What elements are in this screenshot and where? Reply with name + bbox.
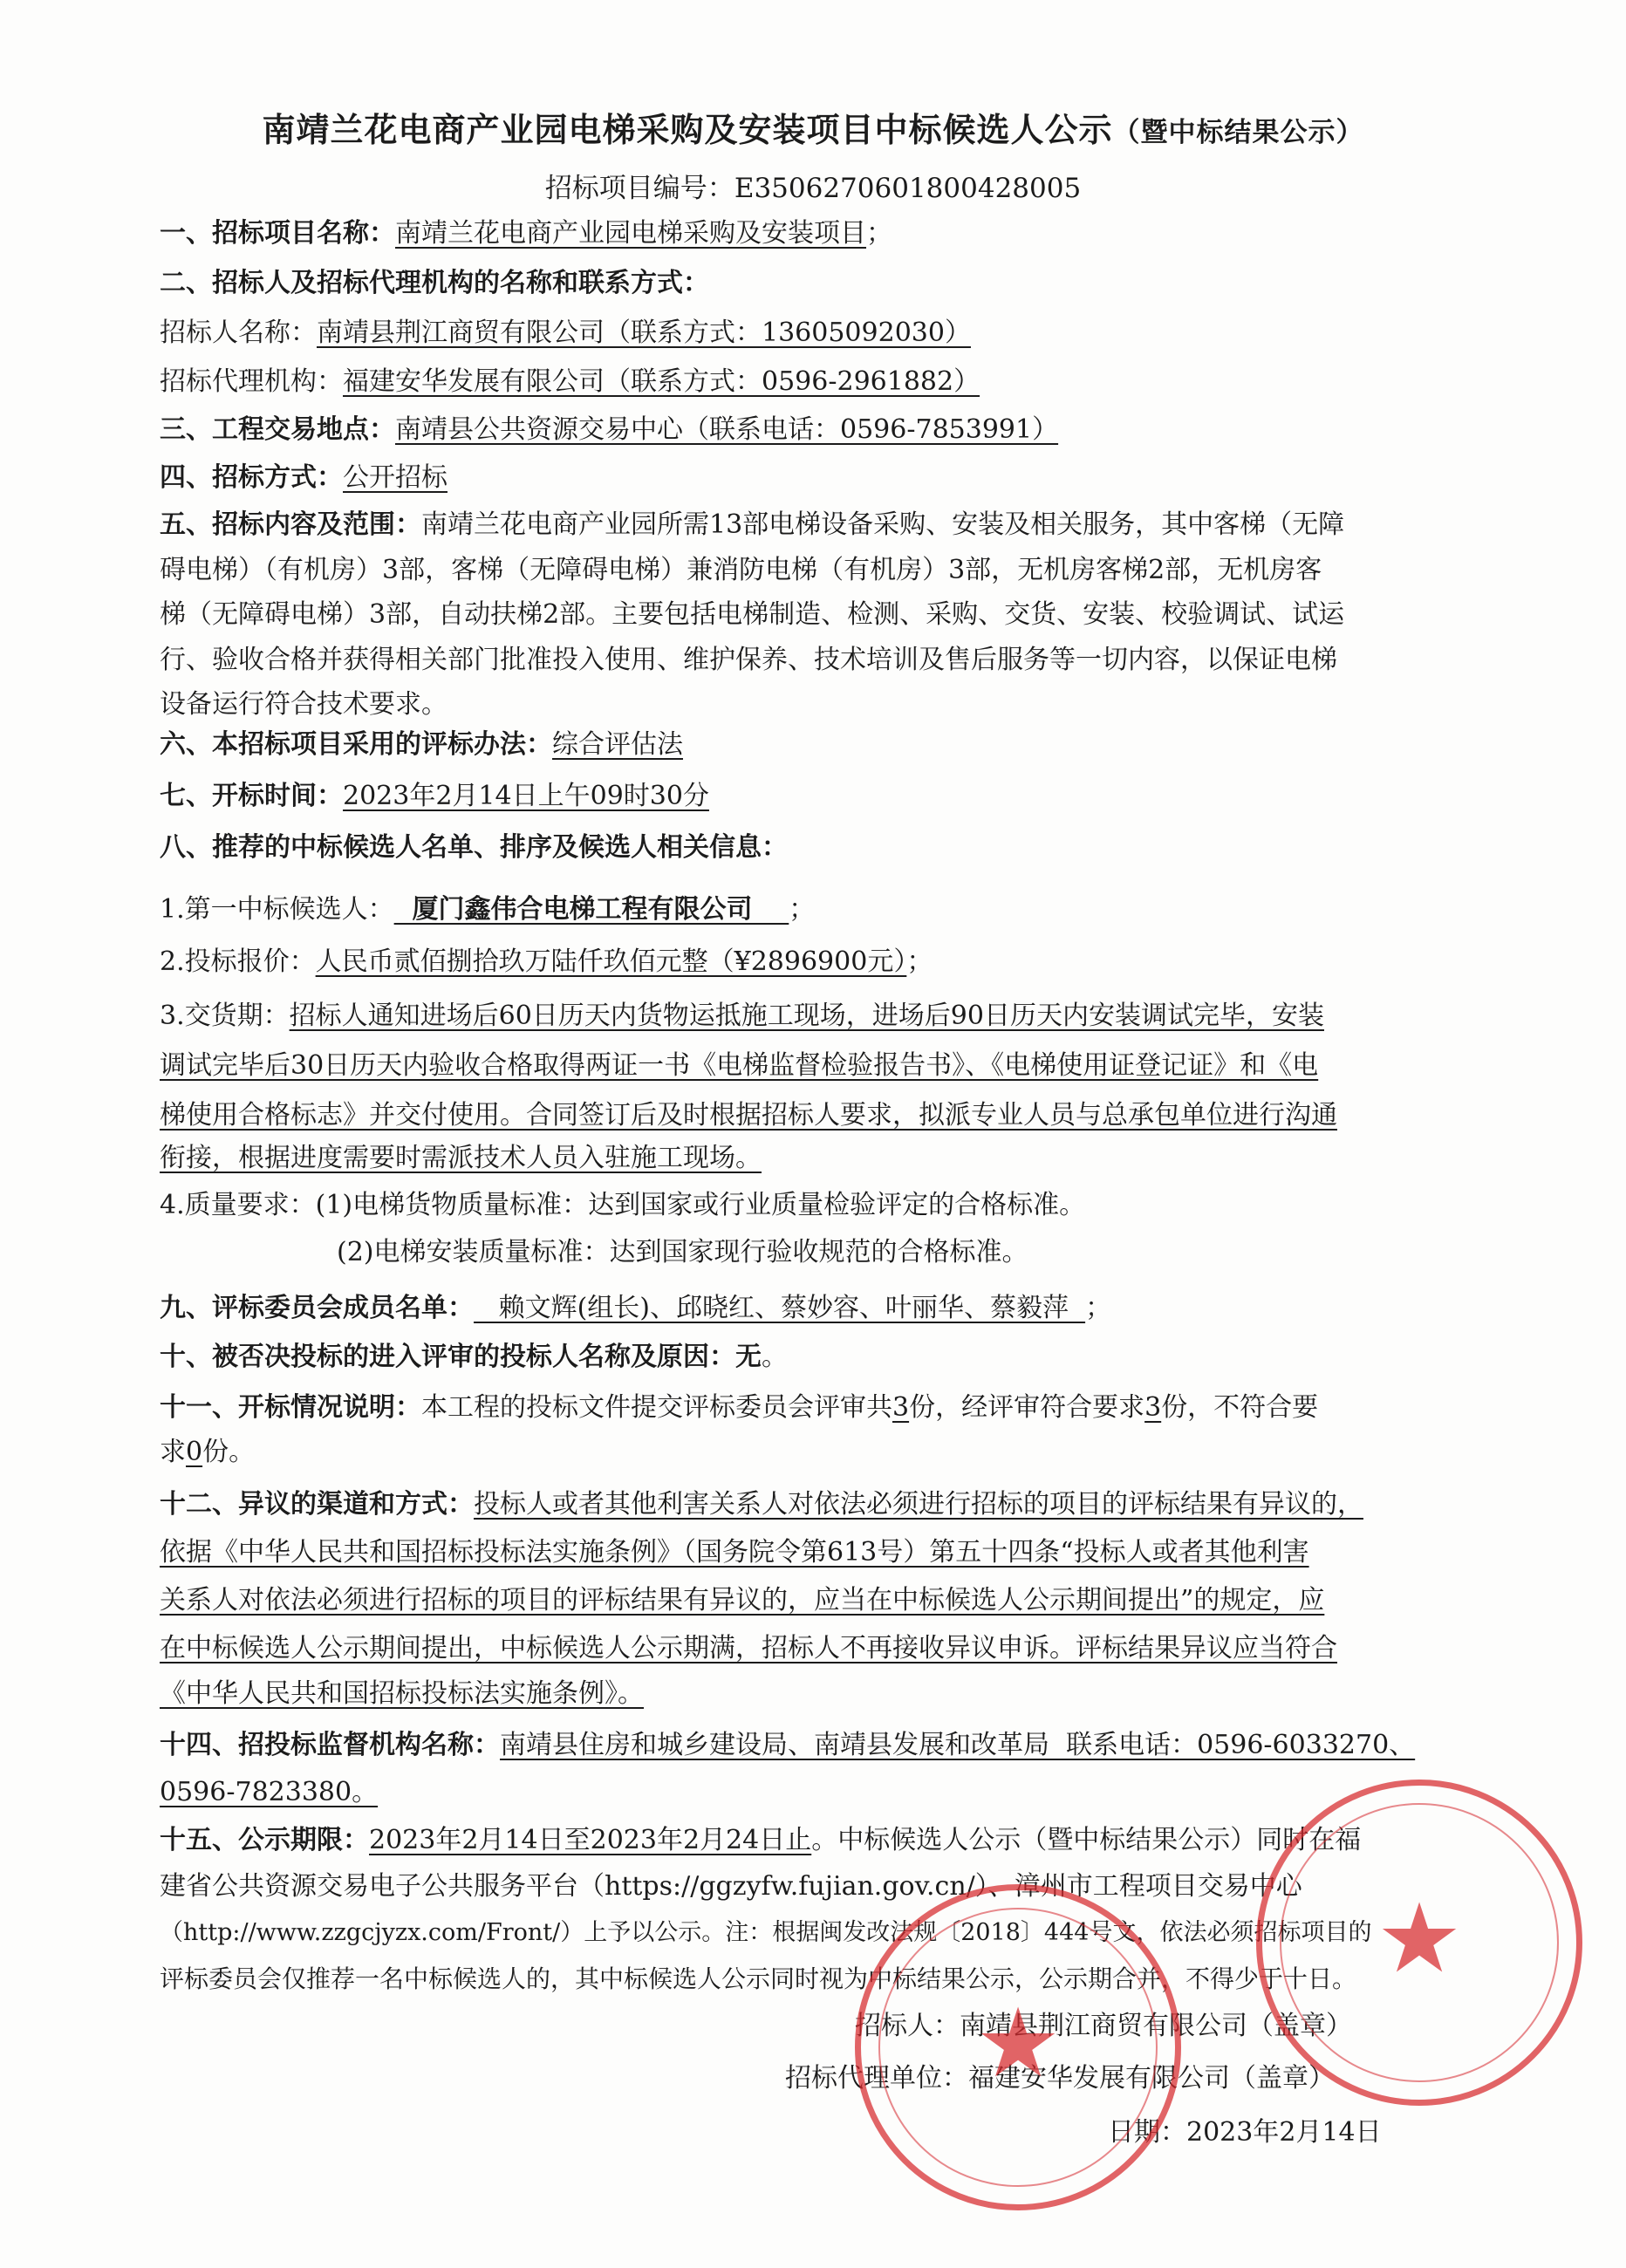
section-14-label: 十四、招投标监督机构名称： [160,1730,500,1760]
section-12-text-1: 投标人或者其他利害关系人对依法必须进行招标的项目的评标结果有异议的， [474,1489,1363,1520]
section-15-period: 2023年2月14日至2023年2月24日止 [369,1825,812,1855]
section-1-label: 一、招标项目名称： [160,218,395,249]
agency-name: 福建安华发展有限公司 [343,366,605,397]
section-9-end: ； [1085,1293,1112,1323]
section-12-label: 十二、异议的渠道和方式： [160,1489,474,1520]
title-suffix: （暨中标结果公示） [1112,117,1364,148]
tenderer-seal-stamp [855,1884,1181,2210]
signature-tenderer: 招标人：南靖县荆江商贸有限公司（盖章） [855,2011,1352,2041]
section-11-line-2 [160,1435,1477,1470]
section-7-label: 七、开标时间： [160,781,343,811]
section-4-value: 公开招标 [343,462,447,493]
section-9-label: 九、评标委员会成员名单： [160,1293,474,1323]
section-10-label: 十、被否决投标的进入评审的投标人名称及原因： [160,1342,735,1372]
section-11-text-2: 份，经评审符合要求 [909,1392,1145,1423]
section-15-line-3: （http://www.zzgcjyzx.com/Front/）上予以公示。注：根据闽发改法规〔2018〕444号文，依法必须招标项目的 [160,1919,1372,1946]
section-11-text-5: 份。 [202,1437,256,1467]
section-5-line-5: 设备运行符合技术要求。 [160,689,447,720]
section-5-line-2: 碍电梯）（有机房）3部，客梯（无障碍电梯）兼消防电梯（有机房）3部，无机房客梯2部，无机房客 [160,555,1322,585]
bid-price [160,945,1477,980]
tenderer-contact: （联系方式：13605092030） [605,318,971,348]
candidate-1-label: 1.第一中标候选人： [160,894,394,925]
section-15-line-1 [160,1823,1477,1858]
section-10 [160,1340,1477,1375]
section-12-line-5: 《中华人民共和国招标投标法实施条例》。 [160,1678,644,1709]
section-11-count-qualified: 3 [1144,1392,1162,1423]
bid-price-label: 2.投标报价： [160,946,316,977]
section-11-text-3: 份，不符合要 [1161,1392,1319,1423]
section-1-end: ； [866,218,892,249]
signature-date: 日期：2023年2月14日 [1108,2117,1382,2148]
section-3-value: 南靖县公共资源交易中心（联系电话：0596-7853991） [395,414,1059,445]
section-14-line-1 [160,1728,1477,1763]
section-12-line-2: 依据《中华人民共和国招标投标法实施条例》（国务院令第613号）第五十四条“投标人或者其他利害 [160,1537,1309,1568]
section-15-text-1: 。中标候选人公示（暨中标结果公示）同时在福 [811,1825,1362,1855]
delivery-label: 3.交货期： [160,1001,290,1031]
project-number-value: E3506270601800428005 [734,173,1082,204]
project-number-label: 招标项目编号： [544,173,734,204]
section-11-text-4: 求 [160,1437,186,1467]
tenderer-label: 招标人名称： [160,318,317,348]
project-number [0,166,1626,205]
agency-line [160,365,1477,400]
section-7 [160,779,1477,814]
section-11-label: 十一、开标情况说明： [160,1392,421,1423]
section-9-value: 赖文辉(组长)、邱晓红、蔡妙容、叶丽华、蔡毅萍 [474,1293,1086,1323]
section-5-line-3: 梯（无障碍电梯）3部，自动扶梯2部。主要包括电梯制造、检测、采购、交货、安装、校验调试、试运 [160,599,1345,630]
section-5-text-1: 南靖兰花电商产业园所需13部电梯设备采购、安装及相关服务，其中客梯（无障 [421,509,1345,540]
seal-star-icon: ★ [1376,1882,1463,1994]
section-5-label: 五、招标内容及范围： [160,509,421,540]
quality-line-2: (2)电梯安装质量标准：达到国家现行验收规范的合格标准。 [337,1237,1028,1267]
quality-label: 4.质量要求： [160,1190,316,1220]
section-8 [160,830,1477,865]
section-6 [160,728,1477,762]
delivery-line-2: 调试完毕后30日历天内验收合格取得两证一书《电梯监督检验报告书》、《电梯使用证登记证》和《电 [160,1050,1319,1081]
agency-contact: （联系方式：0596-2961882） [605,366,980,397]
section-9 [160,1291,1477,1326]
section-12-line-4: 在中标候选人公示期间提出，中标候选人公示期满，招标人不再接收异议申诉。评标结果异议应当符合 [160,1633,1337,1663]
section-11-count-submitted: 3 [892,1392,910,1423]
candidate-1-name: 厦门鑫伟合电梯工程有限公司 [393,894,789,925]
section-2 [160,266,1477,301]
section-5-line-4: 行、验收合格并获得相关部门批准投入使用、维护保养、技术培训及售后服务等一切内容，以保证电梯 [160,645,1337,675]
agency-label: 招标代理机构： [160,366,343,397]
section-5-line-1 [160,508,1477,543]
tenderer-name: 南靖县荆江商贸有限公司 [317,318,605,348]
section-4 [160,461,1477,495]
section-3-label: 三、工程交易地点： [160,414,395,445]
section-4-label: 四、招标方式： [160,462,343,493]
section-10-end: 。 [762,1342,788,1372]
title-main: 南靖兰花电商产业园电梯采购及安装项目中标候选人公示 [262,111,1113,149]
section-2-label: 二、招标人及招标代理机构的名称和联系方式： [160,268,709,298]
section-14-line-2: 0596-7823380。 [160,1777,379,1807]
bid-price-value: 人民币贰佰捌拾玖万陆仟玖佰元整（¥2896900元） [315,946,907,977]
section-15-line-2: 建省公共资源交易电子公共服务平台（https://ggzyfw.fujian.gov.cn/）、漳州市工程项目交易中心 [160,1871,1302,1902]
section-12-line-3: 关系人对依法必须进行招标的项目的评标结果有异议的，应当在中标候选人公示期间提出”的规定，应 [160,1585,1325,1616]
delivery-line-3: 梯使用合格标志》并交付使用。合同签订后及时根据招标人要求，拟派专业人员与总承包单位进行沟通 [160,1100,1337,1131]
quality-line-1 [160,1188,1477,1223]
tenderer-line [160,316,1477,351]
section-11-text-1: 本工程的投标文件提交评标委员会评审共 [421,1392,892,1423]
signature-agency: 招标代理单位：福建安华发展有限公司（盖章） [785,2063,1335,2094]
candidate-1-end: ； [789,894,816,925]
section-15-label: 十五、公示期限： [160,1825,369,1855]
quality-text-1: (1)电梯货物质量标准：达到国家或行业质量检验评定的合格标准。 [315,1190,1086,1220]
section-8-label: 八、推荐的中标候选人名单、排序及候选人相关信息： [160,832,788,863]
section-10-value: 无 [735,1342,762,1372]
agency-seal-stamp [1256,1780,1582,2106]
delivery-line-4: 衔接，根据进度需要时需派技术人员入驻施工现场。 [160,1143,762,1173]
delivery-text-1: 招标人通知进场后60日历天内货物运抵施工现场，进场后90日历天内安装调试完毕，安装 [289,1001,1324,1031]
section-11-count-unqualified: 0 [186,1437,203,1467]
seal-star-icon: ★ [974,1987,1062,2099]
section-7-value: 2023年2月14日上午09时30分 [343,781,709,811]
section-3 [160,413,1477,447]
section-12-line-1 [160,1487,1477,1522]
section-6-value: 综合评估法 [552,729,683,760]
delivery-line-1 [160,999,1477,1034]
section-1 [160,216,1477,251]
bid-price-end: ； [906,946,933,977]
section-1-value: 南靖兰花电商产业园电梯采购及安装项目 [395,218,866,249]
section-14-text-1: 南靖县住房和城乡建设局、南靖县发展和改革局 联系电话：0596-6033270、 [500,1730,1416,1760]
section-15-line-4: 评标委员会仅推荐一名中标候选人的，其中标候选人公示同时视为中标结果公示，公示期合并，不得少于十日。 [160,1964,1357,1993]
candidate-1 [160,892,1477,927]
section-6-label: 六、本招标项目采用的评标办法： [160,729,552,760]
section-11-line-1 [160,1390,1477,1425]
document-title [0,103,1626,151]
